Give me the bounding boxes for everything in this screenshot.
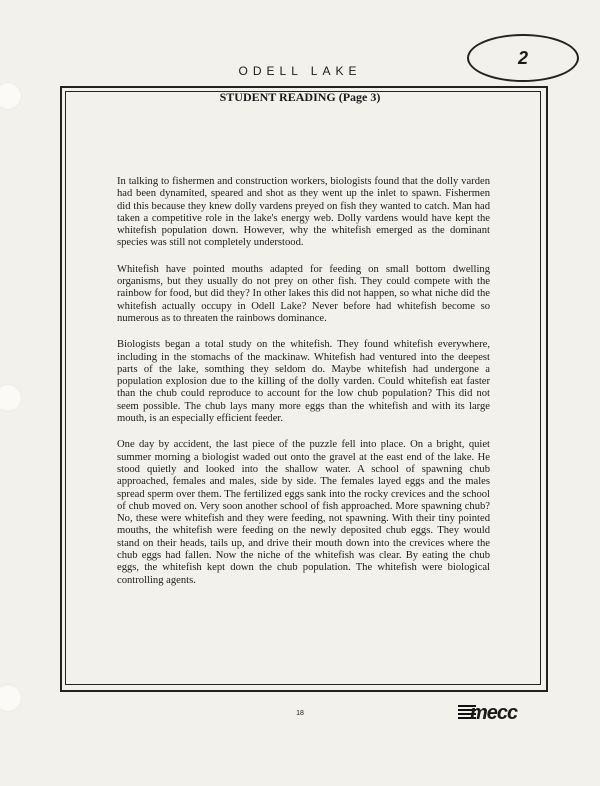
logo-text: mecc [470,702,518,724]
paragraph: Whitefish have pointed mouths adapted for feeding on small bottom dwelling organisms, but they usually do not prey on other fish. They could compete with the rainbow for food, but did they? In other lakes this did not happen, so what niche did the whitefish actually occupy in Odell Lake? Never before had whitefish become so numerous as to threaten the rainbows dominance. [117,263,490,324]
document-header: ODELL LAKE [238,64,362,78]
paragraph: Biologists began a total study on the whitefish. They found whitefish everywhere, including in the stomachs of the mackinaw. Whitefish had ventured into the deepest parts of the lake, somthing they seldom do. Maybe whitefish had undergone a population explosion due to the killing of the dolly varden. Could whitefish eat faster than the chub could reproduce to account for the low chub population? This did not seem possible. The chub lays many more eggs than the whitefish and with its large mouth, is an especially efficient feeder. [117,339,490,425]
binder-hole [0,684,22,712]
paragraph: One day by accident, the last piece of the puzzle fell into place. On a bright, quiet summer morning a biologist waded out onto the gravel at the east end of the lake. He stood quietly and looked into the shallow water. A school of spawning chub approached, females and males, side by side. The females layed eggs and the males spread sperm over them. The fertilized eggs sank into the rocky crevices and the school of chub moved on. Very soon another school of fish approached. More spawning chub? No, these were whitefish and they were feeding, not spawning. With their tiny pointed mouths, the whitefish were feeding on the newly deposited chub eggs. They would stand on their heads, tails up, and drive their mouth down into the crevices where the chub eggs had fallen. Now the niche of the whitefish was clear. By eating the chub eggs, the whitefish kept down the chub population. The whitefish were biological controlling agents. [117,439,490,586]
footer-page-number: 18 [296,710,304,717]
binder-hole [0,384,22,412]
page-number-badge-text: 2 [517,47,528,68]
paragraph: In talking to fishermen and construction workers, biologists found that the dolly varden had been dynamited, speared and shot as they went up the inlet to spawn. Fishermen did this because they knew dolly vardens preyed on fish they wanted to catch. Man had taken a competitive role in the lake's energy web. Dolly vardens would have kept the whitefish population down. However, why the whitefish emerged as the dominant species was still not completely understood. [117,176,490,249]
mecc-logo [458,702,532,724]
section-title: STUDENT READING (Page 3) [219,90,381,104]
reading-body [117,176,490,601]
